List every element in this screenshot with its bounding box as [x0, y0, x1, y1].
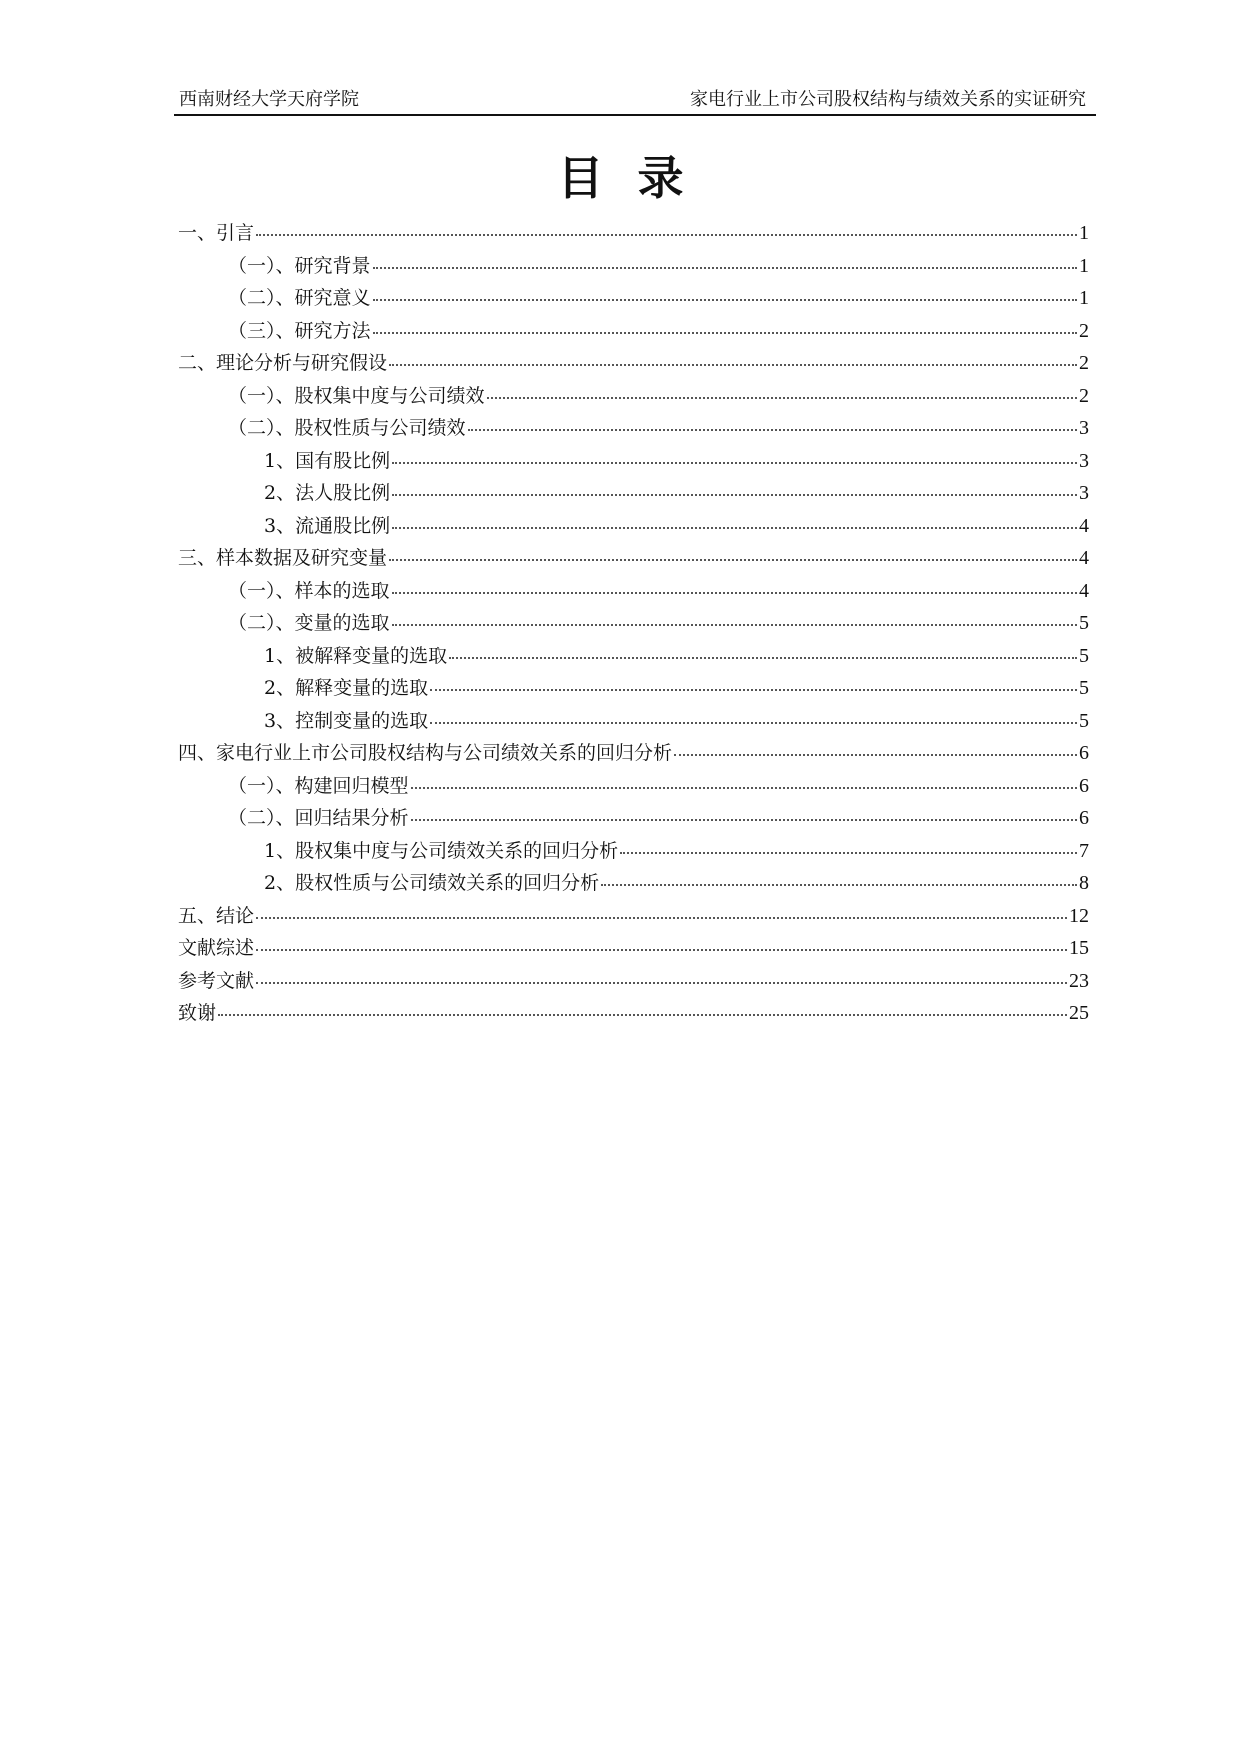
toc-entry[interactable]	[178, 705, 1089, 738]
toc-entry-page-number: 3	[1079, 417, 1089, 439]
toc-dot-leader	[218, 1014, 1067, 1016]
toc-entry-page-number: 15	[1069, 937, 1089, 959]
toc-dot-leader	[411, 787, 1077, 789]
toc-dot-leader	[389, 559, 1077, 561]
toc-entry-label: 五、结论	[178, 904, 255, 927]
toc-entry[interactable]	[178, 802, 1089, 835]
toc-entry-label: 一、引言	[178, 222, 255, 244]
toc-entry-page-number: 6	[1079, 807, 1089, 829]
toc-entry-label: （二）、研究意义	[228, 287, 371, 309]
toc-entry-label: 2、法人股比例	[264, 482, 391, 504]
toc-dot-leader	[392, 624, 1077, 626]
toc-entry[interactable]	[178, 315, 1089, 348]
toc-entry-page-number: 25	[1069, 1002, 1089, 1024]
toc-dot-leader	[449, 657, 1077, 659]
toc-entry[interactable]	[178, 282, 1089, 315]
toc-entry-label: （三）、研究方法	[228, 319, 371, 342]
toc-entry-label: 致谢	[178, 1002, 217, 1024]
toc-entry-page-number: 7	[1079, 839, 1089, 862]
toc-dot-leader	[373, 299, 1077, 301]
toc-entry-page-number: 3	[1079, 482, 1089, 504]
toc-entry[interactable]	[178, 380, 1089, 413]
toc-dot-leader	[487, 397, 1077, 399]
toc-dot-leader	[392, 527, 1077, 529]
toc-entry-label: （一）、研究背景	[228, 254, 371, 277]
toc-entry-page-number: 5	[1079, 709, 1089, 732]
toc-entry-label: 1、股权集中度与公司绩效关系的回归分析	[264, 839, 619, 862]
toc-dot-leader	[468, 429, 1077, 431]
toc-entry-label: 1、被解释变量的选取	[264, 644, 448, 667]
toc-entry-page-number: 5	[1079, 612, 1089, 634]
toc-dot-leader	[430, 689, 1077, 691]
toc-entry-label: （二）、变量的选取	[228, 612, 390, 634]
toc-entry-page-number: 3	[1079, 449, 1089, 472]
toc-entry-page-number: 2	[1079, 319, 1089, 342]
toc-entry-page-number: 5	[1079, 677, 1089, 699]
toc-entry[interactable]	[178, 965, 1089, 998]
toc-entry-page-number: 5	[1079, 644, 1089, 667]
toc-entry-label: （一）、股权集中度与公司绩效	[228, 384, 485, 407]
toc-entry[interactable]	[178, 510, 1089, 543]
toc-entry-label: （一）、样本的选取	[228, 579, 390, 602]
toc-entry[interactable]	[178, 672, 1089, 705]
toc-entry[interactable]	[178, 347, 1089, 380]
toc-entry-page-number: 8	[1079, 872, 1089, 894]
toc-entry[interactable]	[178, 250, 1089, 283]
toc-dot-leader	[392, 462, 1077, 464]
toc-entry-label: 参考文献	[178, 969, 255, 992]
toc-entry-page-number: 2	[1079, 352, 1089, 374]
toc-entry-label: 3、流通股比例	[264, 514, 391, 537]
toc-entry-label: 2、解释变量的选取	[264, 677, 429, 699]
toc-entry[interactable]	[178, 867, 1089, 900]
toc-entry[interactable]	[178, 997, 1089, 1030]
toc-entry-label: 二、理论分析与研究假设	[178, 352, 388, 374]
toc-entry-page-number: 23	[1069, 969, 1089, 992]
toc-entry[interactable]	[178, 835, 1089, 868]
toc-dot-leader	[392, 494, 1077, 496]
toc-entry-page-number: 4	[1079, 579, 1089, 602]
toc-entry-page-number: 6	[1079, 742, 1089, 764]
toc-entry[interactable]	[178, 575, 1089, 608]
toc-entry-label: 文献综述	[178, 937, 255, 959]
toc-entry-page-number: 2	[1079, 384, 1089, 407]
toc-dot-leader	[674, 754, 1077, 756]
toc-entry-page-number: 12	[1069, 904, 1089, 927]
toc-dot-leader	[601, 884, 1077, 886]
page-header	[176, 86, 1094, 114]
toc-entry[interactable]	[178, 770, 1089, 803]
toc-dot-leader	[256, 234, 1077, 236]
toc-entry-label: （一）、构建回归模型	[228, 774, 409, 797]
toc-entry[interactable]	[178, 607, 1089, 640]
toc-entry-page-number: 4	[1079, 514, 1089, 537]
toc-entry[interactable]	[178, 217, 1089, 250]
toc-entry-label: （二）、回归结果分析	[228, 807, 409, 829]
toc-dot-leader	[411, 819, 1077, 821]
toc-entry-label: 2、股权性质与公司绩效关系的回归分析	[264, 872, 600, 894]
toc-entry[interactable]	[178, 737, 1089, 770]
header-thesis-title: 家电行业上市公司股权结构与绩效关系的实证研究	[690, 89, 1086, 110]
toc-entry-label: （二）、股权性质与公司绩效	[228, 417, 466, 439]
toc-entry[interactable]	[178, 412, 1089, 445]
toc-dot-leader	[256, 949, 1067, 951]
toc-dot-leader	[389, 364, 1077, 366]
toc-entry-page-number: 6	[1079, 774, 1089, 797]
toc-entry[interactable]	[178, 900, 1089, 933]
toc-entry-page-number: 1	[1079, 222, 1089, 244]
toc-entry[interactable]	[178, 477, 1089, 510]
toc-entry-label: 三、样本数据及研究变量	[178, 547, 388, 569]
table-of-contents	[178, 217, 1089, 1030]
toc-dot-leader	[256, 982, 1067, 984]
toc-dot-leader	[256, 917, 1067, 919]
toc-entry-page-number: 1	[1079, 254, 1089, 277]
toc-dot-leader	[373, 332, 1077, 334]
header-rule	[174, 114, 1096, 116]
toc-entry-label: 1、国有股比例	[264, 449, 391, 472]
toc-entry[interactable]	[178, 542, 1089, 575]
toc-dot-leader	[373, 267, 1077, 269]
header-school-name: 西南财经大学天府学院	[179, 89, 359, 110]
toc-dot-leader	[430, 722, 1077, 724]
toc-dot-leader	[620, 852, 1077, 854]
toc-entry-label: 3、控制变量的选取	[264, 709, 429, 732]
toc-entry[interactable]	[178, 640, 1089, 673]
toc-entry[interactable]	[178, 445, 1089, 478]
toc-dot-leader	[392, 592, 1077, 594]
toc-entry-page-number: 4	[1079, 547, 1089, 569]
toc-entry-page-number: 1	[1079, 287, 1089, 309]
toc-entry[interactable]	[178, 932, 1089, 965]
toc-title: 目录	[557, 151, 718, 205]
toc-entry-label: 四、家电行业上市公司股权结构与公司绩效关系的回归分析	[178, 742, 673, 764]
